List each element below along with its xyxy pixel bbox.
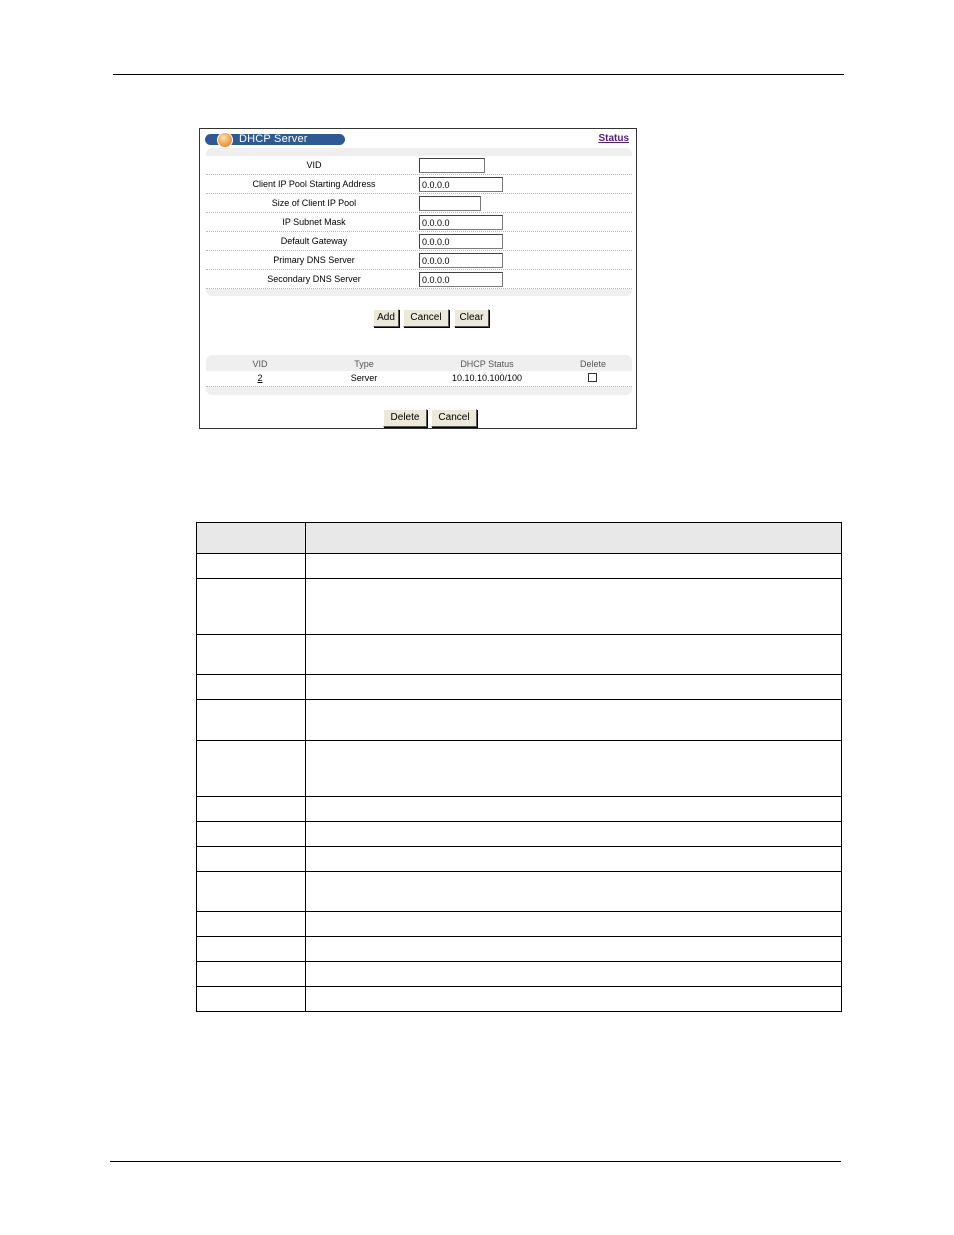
add-button[interactable]: Add <box>373 309 399 327</box>
row-vid-link[interactable]: 2 <box>257 373 263 383</box>
list-header-type: Type <box>354 359 374 369</box>
settings-form <box>206 148 632 296</box>
primary-dns-label: Primary DNS Server <box>273 255 355 265</box>
clear-button[interactable]: Clear <box>454 309 489 327</box>
pool-start-input[interactable] <box>419 177 503 192</box>
title-orb-icon <box>217 132 233 148</box>
secondary-dns-label: Secondary DNS Server <box>267 274 361 284</box>
table-row <box>197 987 842 1012</box>
footer-rule <box>110 1161 841 1162</box>
list-header-vid: VID <box>252 359 268 369</box>
table-row <box>197 847 842 872</box>
table-row <box>197 554 842 579</box>
table-row <box>197 700 842 741</box>
form-row-vid <box>206 156 632 175</box>
subnet-mask-input[interactable] <box>419 215 503 230</box>
default-gateway-label: Default Gateway <box>280 236 348 246</box>
secondary-dns-input[interactable] <box>419 272 503 287</box>
table-row <box>197 912 842 937</box>
form-row-pool-start <box>206 175 632 194</box>
table-header-row <box>197 523 842 554</box>
form-row-pool-size <box>206 194 632 213</box>
pool-size-label: Size of Client IP Pool <box>271 198 357 208</box>
form-row-subnet-mask <box>206 213 632 232</box>
primary-dns-input[interactable] <box>419 253 503 268</box>
header-rule <box>113 74 844 75</box>
dhcp-server-list <box>206 355 632 395</box>
list-header-status: DHCP Status <box>460 359 514 369</box>
list-cancel-button[interactable]: Cancel <box>431 409 477 427</box>
table-row <box>197 797 842 822</box>
table-row <box>197 675 842 700</box>
table-row <box>197 872 842 912</box>
table-row <box>197 962 842 987</box>
pool-size-input[interactable] <box>419 196 481 211</box>
dhcp-server-screenshot <box>199 128 637 429</box>
table-row <box>197 741 842 797</box>
default-gateway-input[interactable] <box>419 234 503 249</box>
status-link[interactable]: Status <box>598 133 629 144</box>
page-title: DHCP Server <box>239 133 308 145</box>
form-row-default-gateway <box>206 232 632 251</box>
table-row <box>197 822 842 847</box>
field-description-table <box>196 522 842 1012</box>
form-row-primary-dns <box>206 251 632 270</box>
vid-label: VID <box>306 160 322 170</box>
delete-button[interactable]: Delete <box>383 409 427 427</box>
cancel-button[interactable]: Cancel <box>403 309 449 327</box>
row-type: Server <box>350 373 378 383</box>
row-delete-checkbox[interactable] <box>588 373 597 382</box>
table-row <box>197 579 842 635</box>
pool-start-label: Client IP Pool Starting Address <box>252 179 376 189</box>
form-row-secondary-dns <box>206 270 632 289</box>
subnet-mask-label: IP Subnet Mask <box>282 217 346 227</box>
list-header-delete: Delete <box>579 359 606 369</box>
table-row <box>197 635 842 675</box>
table-row <box>197 937 842 962</box>
table-row <box>206 371 632 387</box>
vid-input[interactable] <box>419 158 485 173</box>
row-dhcp-status: 10.10.10.100/100 <box>451 373 523 383</box>
